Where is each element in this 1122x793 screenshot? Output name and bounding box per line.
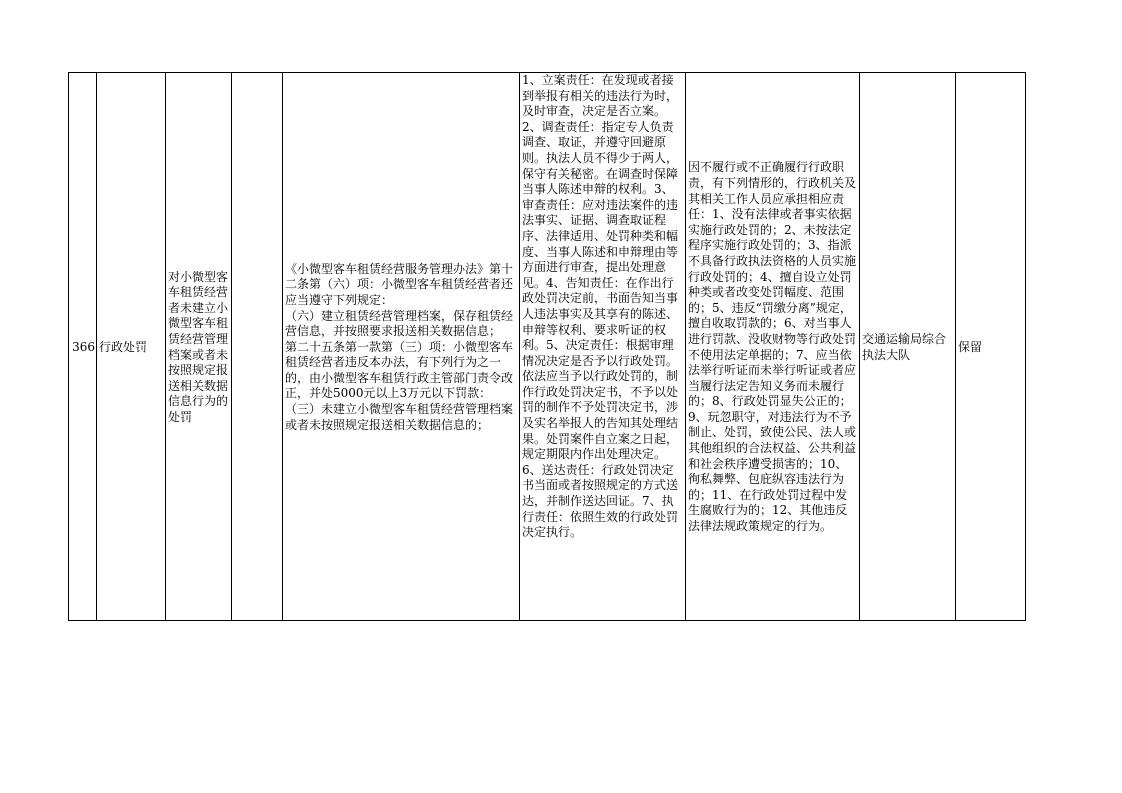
table-row: [68, 72, 1026, 621]
category-cell: [97, 73, 166, 621]
basis-cell: [283, 73, 520, 621]
basis-paragraph: （六）建立租赁经营管理档案，保存租赁经营信息，并按照要求报送相关数据信息；: [285, 308, 514, 339]
responsibility-paragraph: 1、立案责任：在发现或者接到举报有相关的违法行为时，及时审查，决定是否立案。2、调查责任：指定专人负责调查、取证，并遵守回避原则。执法人员不得少于两人，保守有关秘密。在调查时保障当事人陈述申辩的权利。3、审查责任：应对违法案件的违法事实、证据、调查取证程序、法律适用、处罚种类和幅度、当事人陈述和申辩理由等方面进行审查，提出处理意见。4、告知责任：在作出行政处罚决定前，书面告知当事人违法事实及其享有的陈述、申辩等权利、要求听证的权利。5、决定责任：根据审理情况决定是否予以行政处罚。依法应当予以行政处罚的，制作行政处罚决定书，不予以处罚的制作不予处罚决定书，涉及实名举报人的告知其处理结果。处罚案件自立案之日起，规定期限内作出处理决定。: [522, 73, 679, 462]
status-cell: [956, 73, 1025, 621]
responsibility-paragraph: 6、送达责任：行政处罚决定书当面或者按照规定的方式送达，并制作送达回证。7、执行责任：依照生效的行政处罚决定执行。: [522, 462, 679, 540]
accountability-text: 因不履行或不正确履行行政职责，有下列情形的，行政机关及其相关工作人员应承担相应责任：1、没有法律或者事实依据实施行政处罚的；2、未按法定程序实施行政处罚的；3、指派不具备行政执法资格的人员实施行政处罚的；4、擅自设立处罚种类或者改变处罚幅度、范围的；5、违反“罚缴分离”规定，擅自收取罚款的；6、对当事人进行罚款、没收财物等行政处罚不使用法定单据的；7、应当依法举行听证而未举行听证或者应当履行法定告知义务而未履行的；8、行政处罚显失公正的；9、玩忽职守，对违法行为不予制止、处罚，致使公民、法人或其他组织的合法权益、公共利益和社会秩序遭受损害的；10、徇私舞弊、包庇纵容违法行为的；11、在行政处罚过程中发生腐败行为的；12、其他违反法律法规政策规定的行为。: [688, 160, 857, 534]
row-number: 366: [72, 339, 95, 354]
department-text: 交通运输局综合执法大队: [862, 331, 947, 362]
row-number-cell: [69, 73, 97, 621]
responsibility-cell: [520, 73, 686, 621]
status-text: 保留: [958, 339, 983, 354]
item-name-cell: [166, 73, 232, 621]
accountability-cell: [686, 73, 860, 621]
category-text: 行政处罚: [99, 339, 148, 354]
basis-paragraph: 《小微型客车租赁经营服务管理办法》第十二条第（六）项：小微型客车租赁经营者还应当遵守下列规定：: [285, 261, 514, 307]
basis-paragraph: （三）未建立小微型客车租赁经营管理档案或者未按照规定报送相关数据信息的；: [285, 402, 514, 432]
department-cell: [860, 73, 956, 621]
basis-paragraph: 第二十五条第一款第（三）项：小微型客车租赁经营者违反本办法，有下列行为之一的，由小微型客车租赁行政主管部门责令改正，并处5000元以上3万元以下罚款：: [285, 339, 514, 401]
item-name-text: 对小微型客车租赁经营者未建立小微型客车租赁经营管理档案或者未按照规定报送相关数据信息行为的处罚: [168, 269, 229, 424]
sub-item-cell: [232, 73, 283, 621]
